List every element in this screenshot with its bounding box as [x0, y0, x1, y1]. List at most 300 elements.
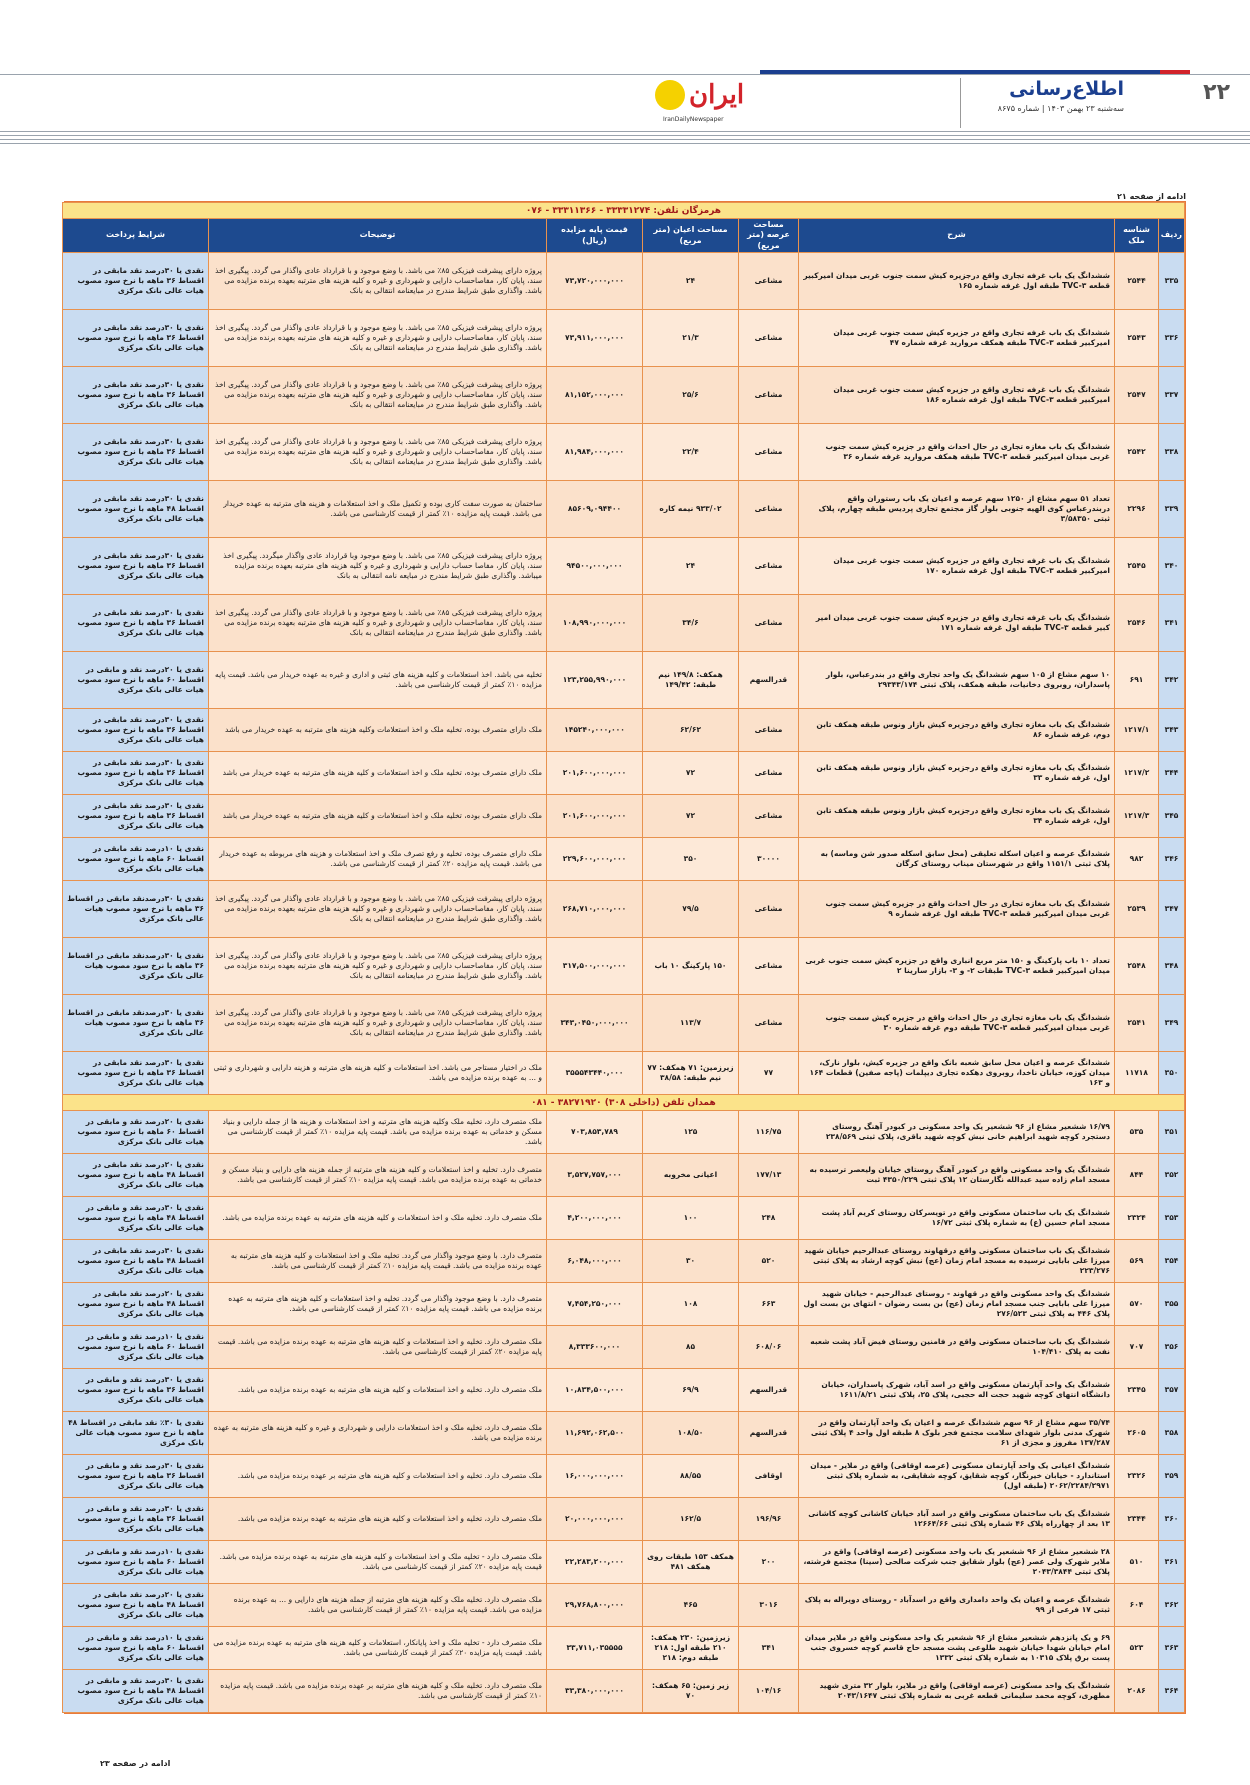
cell-desc: ششدانگ یک واحد آپارتمان مسکونی واقع در اسد آباد، شهرک پاسداران، خیابان دانشگاه انتهای کوچه شهید حجت اله حجبی، پلاک ۲۵، پلاک ثبتی ۱۶۱۱/۸/۲۱ [799, 1369, 1115, 1412]
cell-price: ۳۱۷,۵۰۰,۰۰۰,۰۰۰ [547, 938, 643, 995]
cell-pay: نقدی یا ۱۰درصد نقد و مابقی در اقساط ۶۰ ماهه با نرخ سود مصوب هیات عالی بانک مرکزی [62, 1541, 208, 1584]
cell-notes: ملک دارای متصرف بوده، تخلیه ملک و اخذ استعلامات و کلیه هزینه های مترتبه به عهده خریدار می باشد [209, 795, 547, 838]
table-row [62, 1052, 1184, 1095]
cell-row: ۳۴۲ [1159, 652, 1185, 709]
cell-row: ۳۴۵ [1159, 795, 1185, 838]
cell-id: ۲۵۴۷ [1115, 367, 1159, 424]
newspaper-logo [655, 80, 744, 110]
cell-pay: نقدی یا ۲۰درصد نقد و مابقی در اقساط ۶۰ ماهه با نرخ سود مصوب هیات عالی بانک مرکزی [62, 652, 208, 709]
cell-row: ۳۵۸ [1159, 1412, 1185, 1455]
table-row [62, 367, 1184, 424]
cell-land: مشاعی [739, 253, 799, 310]
cell-price: ۷۳,۹۱۱,۰۰۰,۰۰۰ [547, 310, 643, 367]
cell-desc: ششدانگ عرصه و اعیان یک واحد دامداری واقع در اسدآباد - روستای دویراله به پلاک ثبتی ۱۷ فرعی از ۹۹ [799, 1584, 1115, 1627]
table-row [62, 538, 1184, 595]
cell-price: ۴,۲۰۰,۰۰۰,۰۰۰ [547, 1197, 643, 1240]
cell-desc: ششدانگ یک باب ساختمان مسکونی واقع درقهاوند روستای عبدالرحیم خیابان شهید میرزا علی بابایی نرسیده به مسجد امام زمان (عج) نبش کوچه ارشاد به پلاک ثبتی ۲۲۳/۲۷۶ [799, 1240, 1115, 1283]
issue-date: سه‌شنبه ۲۳ بهمن ۱۴۰۳ | شماره ۸۶۷۵ [997, 104, 1124, 113]
table-row [62, 481, 1184, 538]
cell-build: ۶۹/۹ [643, 1369, 739, 1412]
cell-build: ۱۰۸ [643, 1283, 739, 1326]
cell-price: ۲۶۸,۷۱۰,۰۰۰,۰۰۰ [547, 881, 643, 938]
table-row [62, 838, 1184, 881]
cell-price: ۳۵۵۵۴۳۴۴۰,۰۰۰ [547, 1052, 643, 1095]
cell-price: ۷,۴۵۴,۲۵۰,۰۰۰ [547, 1283, 643, 1326]
cell-build: ۱۰۰ [643, 1197, 739, 1240]
cell-notes: ملک متصرف دارد - تخلیه ملک و اخذ استعلامات و کلیه هزینه های مترتبه به عهده برنده مزایده می باشد. قیمت پایه مزایده ۲۰٪ کمتر از قیمت کارشناسی می باشد. [209, 1541, 547, 1584]
cell-pay: نقدی یا ۳۰٪ نقد مابقی در اقساط ۴۸ ماهه با نرخ سود مصوب هیات عالی بانک مرکزی [62, 1412, 208, 1455]
section-title: اطلاع‌رسانی [1009, 78, 1124, 100]
cell-price: ۱۶,۰۰۰,۰۰۰,۰۰۰ [547, 1455, 643, 1498]
cell-land: قدرالسهم [739, 1412, 799, 1455]
continued-from-note: ادامه از صفحه ۲۱ [1117, 192, 1186, 201]
cell-pay: نقدی یا ۳۰درصد نقد مابقی در اقساط ۳۶ ماهه با نرخ سود مصوب هیات عالی بانک مرکزی [62, 752, 208, 795]
cell-notes: ملک متصرف دارد، تخلیه و اخذ استعلامات و کلیه هزینه های مترتبه به عهده برنده مزایده می باشد. [209, 1498, 547, 1541]
cell-land: مشاعی [739, 367, 799, 424]
cell-build: ۹۳۳/۰۲ نیمه کاره [643, 481, 739, 538]
cell-price: ۳,۵۲۷,۷۵۷,۰۰۰ [547, 1154, 643, 1197]
cell-row: ۳۴۶ [1159, 838, 1185, 881]
logo-subtitle: IranDailyNewspaper [663, 116, 724, 123]
cell-notes: ملک در اختیار مستاجر می باشد. اخذ استعلامات و کلیه هزینه های مترتبه و هزینه دارایی و شهرداری و ثبتی و ... به عهده برنده مزایده می باشد. [209, 1052, 547, 1095]
cell-id: ۲۵۴۸ [1115, 938, 1159, 995]
cell-id: ۲۳۴۴ [1115, 1498, 1159, 1541]
cell-notes: ملک دارای متصرف بوده، تخلیه ملک و اخذ استعلامات و کلیه هزینه های مترتبه به عهده خریدار می باشد [209, 752, 547, 795]
cell-desc: ششدانگ عرصه و اعیان اسکله تعلیقی (محل سابق اسکله صدور شن وماسه) به پلاک ثبتی ۱۱۵۱/۱ واقع در شهرستان میناب روستای کرگان [799, 838, 1115, 881]
table-row [62, 709, 1184, 752]
column-header-build: مساحت اعیان (متر مربع) [643, 219, 739, 253]
cell-land: ۳۰۱۶ [739, 1584, 799, 1627]
cell-pay: نقدی یا ۱۰درصد نقد و مابقی در اقساط ۶۰ ماهه با نرخ سود مصوب هیات عالی بانک مرکزی [62, 1627, 208, 1670]
cell-notes: متصرف دارد. با وضع موجود واگذار می گردد. تخلیه ملک و اخذ استعلامات و کلیه هزینه های مترتبه به عهده برنده مزایده می باشد. قیمت پایه مزایده ۱۰٪ کمتر از قیمت کارشناسی می باشد. [209, 1240, 547, 1283]
cell-id: ۱۲۱۷/۳ [1115, 795, 1159, 838]
cell-desc: ۱۶/۷۹ ششعیر مشاع از ۹۶ ششعیر یک واحد مسکونی در کبودر آهنگ روستای دستجرد کوچه شهید ابراهیم خانی نبش کوچه شهید باقری، پلاک ثبتی ۲۳۸/۵۶۹ [799, 1111, 1115, 1154]
cell-desc: ششدانگ یک باب ساختمان مسکونی واقع در فامنین روستای فیض آباد پشت شعبه نفت به پلاک ۱۰۴/۴۱۰ [799, 1326, 1115, 1369]
cell-id: ۸۴۴ [1115, 1154, 1159, 1197]
cell-desc: ششدانگ عرصه و اعیان محل سابق شعبه بانک واقع در جزیره کیش، بلوار نارک، میدان کوزه، خیابان ناخدا، روبروی دهکده تجاری دیپلمات (پاجه صفین) قطعات ۱۶۴ و ۱۶۳ [799, 1052, 1115, 1095]
cell-build: ۲۱/۳ [643, 310, 739, 367]
cell-pay: نقدی یا ۳۰درصد نقد مابقی در اقساط ۳۶ ماهه با نرخ سود مصوب هیات عالی بانک مرکزی [62, 1052, 208, 1095]
cell-price: ۶,۰۴۸,۰۰۰,۰۰۰ [547, 1240, 643, 1283]
cell-id: ۵۳۵ [1115, 1111, 1159, 1154]
cell-land: مشاعی [739, 310, 799, 367]
cell-notes: ملک متصرف دارد. تخلیه ملک و کلیه هزینه های مترتبه بر عهده برنده مزایده می باشد. قیمت پایه مزایده ۱۰٪ کمتر از قیمت کارشناسی می باشد. [209, 1670, 547, 1713]
cell-price: ۱۰,۸۳۴,۵۰۰,۰۰۰ [547, 1369, 643, 1412]
cell-build: ۷۹/۵ [643, 881, 739, 938]
header-accent-bar [760, 70, 1190, 74]
page-number: ۲۲ [1203, 80, 1230, 105]
cell-desc: ششدانگ یک باب مغازه تجاری در حال احداث واقع در جزیره کیش سمت جنوب غربی میدان امیرکبیر قطعه TVC-۳ طبقه دوم غرفه شماره ۳۰ [799, 995, 1115, 1052]
cell-id: ۲۵۳۹ [1115, 881, 1159, 938]
cell-price: ۲۰۱,۶۰۰,۰۰۰,۰۰۰ [547, 795, 643, 838]
cell-desc: ششدانگ یک باب غرفه تجاری واقع در جزیره کیش سمت جنوب غربی میدان امیرکبیر قطعه TVC-۳ طبقه همکف مروارید غرفه شماره ۴۷ [799, 310, 1115, 367]
table-row [62, 310, 1184, 367]
cell-id: ۲۲۹۶ [1115, 481, 1159, 538]
cell-desc: ششدانگ یک واحد مسکونی (عرصه اوقافی) واقع در ملایر، بلوار ۳۲ متری شهید مطهری، کوچه محمد سلیمانی قطعه غربی به شماره پلاک ثبتی ۲۰۴۳/۱۶۴۷ [799, 1670, 1115, 1713]
cell-land: اوقافی [739, 1455, 799, 1498]
cell-pay: نقدی یا ۳۰درصد نقد و مابقی در اقساط ۴۸ ماهه با نرخ سود مصوب هیات عالی بانک مرکزی [62, 1197, 208, 1240]
cell-build: ۸۸/۵۵ [643, 1455, 739, 1498]
cell-price: ۱۲۳,۲۵۵,۹۹۰,۰۰۰ [547, 652, 643, 709]
cell-land: ۳۴۱ [739, 1627, 799, 1670]
cell-build: ۷۲ [643, 795, 739, 838]
cell-notes: ساختمان به صورت سفت کاری بوده و تکمیل ملک و اخذ استعلامات و هزینه های مترتبه به عهده خریدار می باشد. قیمت پایه مزایده ۱۰٪ کمتر از قیمت کارشناسی می باشد. [209, 481, 547, 538]
cell-pay: نقدی یا ۳۰درصد نقد و مابقی در اقساط ۳۶ ماهه با نرخ سود مصوب هیات عالی بانک مرکزی [62, 1369, 208, 1412]
cell-desc: تعداد ۱۰ باب پارکینگ و ۱۵۰ متر مربع انباری واقع در جزیره کیش سمت جنوب غربی میدان امیرکبیر قطعه TVC-۳ طبقات ۲- و ۳- بازار سارینا ۲ [799, 938, 1115, 995]
cell-row: ۳۵۷ [1159, 1369, 1185, 1412]
cell-row: ۳۴۸ [1159, 938, 1185, 995]
cell-notes: پروژه دارای پیشرفت فیزیکی ۸۵٪ می باشد. با وضع موجود و با قرارداد عادی واگذار می گردد. پیگیری اخذ سند، پایان کار، مفاصاحساب دارایی و شهرداری و غیره و کلیه هزینه های مترتبه بعهده برنده مزایده می باشد. واگذاری طبق شرایط مندرج در مبایعنامه انتقالی به بانک [209, 253, 547, 310]
cell-id: ۱۲۱۷/۲ [1115, 752, 1159, 795]
cell-notes: پروژه دارای پیشرفت فیزیکی ۸۵٪ می باشد. با وضع موجود و با قرارداد عادی واگذار می گردد. پیگیری اخذ سند، پایان کار، مفاصاحساب دارایی و شهرداری و غیره و کلیه هزینه های مترتبه بعهده برنده مزایده می باشد. واگذاری طبق شرایط مندرج در مبایعنامه انتقالی به بانک [209, 881, 547, 938]
cell-pay: نقدی یا ۳۰درصد نقد مابقی در اقساط ۴۸ ماهه با نرخ سود مصوب هیات عالی بانک مرکزی [62, 1240, 208, 1283]
table-row [62, 881, 1184, 938]
table-row [62, 752, 1184, 795]
cell-row: ۳۶۱ [1159, 1541, 1185, 1584]
cell-pay: نقدی یا ۳۰درصد نقد مابقی در اقساط ۳۶ ماهه با نرخ سود مصوب هیات عالی بانک مرکزی [62, 709, 208, 752]
cell-land: مشاعی [739, 881, 799, 938]
cell-desc: ششدانگ یک باب غرفه تجاری واقع درجزیره کیش سمت جنوب غربی میدان امیرکبیر قطعه TVC-۳ طبقه اول غرفه شماره ۱۶۵ [799, 253, 1115, 310]
cell-pay: نقدی یا ۳۰درصدنقد مابقی در اقساط ۳۶ ماهه با نرخ سود مصوب هیات عالی بانک مرکزی [62, 995, 208, 1052]
header-rule-top [0, 74, 1250, 75]
cell-price: ۹۴۵۰۰,۰۰۰,۰۰۰ [547, 538, 643, 595]
cell-build: ۱۱۳/۷ [643, 995, 739, 1052]
cell-land: ۱۰۴/۱۶ [739, 1670, 799, 1713]
cell-desc: ۶۹ و یک پانزدهم ششعیر مشاع از ۹۶ ششعیر یک واحد مسکونی واقع در ملایر میدان امام خیابان شهدا خیابان شهید طلوعی پشت مسجد حاج قاسم کوچه خسروی جنب پست برق پلاک ۱۰۳۱۵ به شماره پلاک ثبتی ۱۳۳۲ [799, 1627, 1115, 1670]
cell-id: ۹۸۲ [1115, 838, 1159, 881]
cell-id: ۵۱۰ [1115, 1541, 1159, 1584]
cell-id: ۲۵۴۳ [1115, 310, 1159, 367]
cell-price: ۲۹,۷۶۸,۸۰۰,۰۰۰ [547, 1584, 643, 1627]
cell-id: ۷۰۷ [1115, 1326, 1159, 1369]
table-row [62, 652, 1184, 709]
cell-land: ۱۱۶/۷۵ [739, 1111, 799, 1154]
table-row [62, 1498, 1184, 1541]
cell-price: ۱۰۸,۹۹۰,۰۰۰,۰۰۰ [547, 595, 643, 652]
cell-build: ۶۲/۶۲ [643, 709, 739, 752]
table-row [62, 1412, 1184, 1455]
cell-pay: نقدی یا ۳۰درصد نقد و مابقی در اقساط ۴۸ ماهه با نرخ سود مصوب هیات عالی بانک مرکزی [62, 1670, 208, 1713]
cell-land: ۳۰۰۰۰ [739, 838, 799, 881]
cell-price: ۸۱,۱۵۲,۰۰۰,۰۰۰ [547, 367, 643, 424]
cell-build: ۷۲ [643, 752, 739, 795]
cell-build: ۱۶۲/۵ [643, 1498, 739, 1541]
cell-id: ۲۶۰۵ [1115, 1412, 1159, 1455]
table-header-row [62, 219, 1184, 253]
cell-row: ۳۳۶ [1159, 310, 1185, 367]
section-header [960, 78, 1130, 128]
column-header-row: ردیف [1159, 219, 1185, 253]
cell-build: ۲۵/۶ [643, 367, 739, 424]
cell-build: اعیانی مخروبه [643, 1154, 739, 1197]
cell-land: مشاعی [739, 424, 799, 481]
cell-desc: ششدانگ یک باب مغازه تجاری در حال احداث واقع در جزیره کیش سمت جنوب غربی میدان امیرکبیر قطعه TVC-۳ طبقه همکف مروارید غرفه شماره ۳۶ [799, 424, 1115, 481]
cell-land: مشاعی [739, 595, 799, 652]
header-rule-3 [0, 139, 1250, 140]
cell-id: ۵۶۹ [1115, 1240, 1159, 1283]
cell-pay: نقدی یا ۱۰درصد نقد و مابقی در اقساط ۶۰ ماهه با نرخ سود مصوب هیات عالی بانک مرکزی [62, 1326, 208, 1369]
cell-row: ۳۵۳ [1159, 1197, 1185, 1240]
region-title-row [62, 203, 1184, 219]
cell-row: ۳۳۵ [1159, 253, 1185, 310]
cell-row: ۳۵۹ [1159, 1455, 1185, 1498]
cell-pay: نقدی یا ۳۰درصد نقد مابقی در اقساط ۳۶ ماهه با نرخ سود مصوب هیات عالی بانک مرکزی [62, 424, 208, 481]
cell-desc: ششدانگ یک واحد مسکونی واقع در قهاوند - روستای عبدالرحیم - خیابان شهید میرزا علی بابایی جنب مسجد امام زمان (عج) بن بست رضوان - انتهای بن بست اول پلاک ۴۴۶ به پلاک ثبتی ۲۷۶/۵۲۳ [799, 1283, 1115, 1326]
cell-price: ۸۵۶۰۹,۰۹۴۴۰۰ [547, 481, 643, 538]
cell-land: ۲۰۰ [739, 1541, 799, 1584]
cell-build: ۲۴ [643, 538, 739, 595]
table-row [62, 795, 1184, 838]
cell-build: ۱۲۵ [643, 1111, 739, 1154]
cell-land: ۱۹۶/۹۶ [739, 1498, 799, 1541]
table-row [62, 1369, 1184, 1412]
cell-desc: ششدانگ یک باب غرفه تجاری واقع در جزیره کیش سمت جنوب غربی میدان امیر کبیر قطعه TVC-۳ طبقه اول غرفه شماره ۱۷۱ [799, 595, 1115, 652]
cell-id: ۲۵۴۲ [1115, 424, 1159, 481]
table-row [62, 1455, 1184, 1498]
cell-notes: ملک متصرف دارد - تخلیه ملک و اخذ پایانکار، استعلامات و کلیه هزینه های مترتبه به عهده برنده مزایده می باشد. قیمت پایه مزایده ۲۰٪ کمتر از قیمت کارشناسی می باشد. [209, 1627, 547, 1670]
cell-notes: پروژه دارای پیشرفت فیزیکی ۸۵٪ می باشد. با وضع موجود و با قرارداد عادی واگذار می گردد. پیگیری اخذ سند، پایان کار، مفاصاحساب دارایی و شهرداری و غیره و کلیه هزینه های مترتبه بعهده برنده مزایده می باشد. واگذاری طبق شرایط مندرج در مبایعنامه انتقالی به بانک [209, 995, 547, 1052]
cell-desc: ششدانگ اعیانی یک واحد آپارتمان مسکونی (عرصه اوقافی) واقع در ملایر - میدان استاندارد - خیابان خیرنگار، کوچه شقایق، کوچه شقایقی، به شماره پلاک ثبتی ۲۰۶۲/۲۲۸۴/۲۹۷۱ (طبقه اول) [799, 1455, 1115, 1498]
cell-id: ۶۰۴ [1115, 1584, 1159, 1627]
cell-row: ۳۴۳ [1159, 709, 1185, 752]
cell-price: ۱۴۵۲۴۰,۰۰۰,۰۰۰ [547, 709, 643, 752]
cell-land: مشاعی [739, 709, 799, 752]
cell-row: ۳۴۰ [1159, 538, 1185, 595]
cell-pay: نقدی یا ۳۰درصد نقد مابقی در اقساط ۳۶ ماهه با نرخ سود مصوب هیات عالی بانک مرکزی [62, 538, 208, 595]
cell-desc: ششدانگ یک باب مغازه تجاری واقع درجزیره کیش بازار ونوس طبقه همکف تابن اول، غرفه شماره ۳۴ [799, 795, 1115, 838]
column-header-price: قیمت پایه مزایده (ریال) [547, 219, 643, 253]
column-header-pay: شرایط پرداخت [62, 219, 208, 253]
cell-id: ۵۷۰ [1115, 1283, 1159, 1326]
cell-pay: نقدی یا ۳۰درصد نقد مابقی در اقساط ۳۶ ماهه با نرخ سود مصوب هیات عالی بانک مرکزی [62, 795, 208, 838]
cell-build: زیرزمین: ۲۳۰ همکف: ۲۱۰ طبقه اول: ۲۱۸ طبقه دوم: ۲۱۸ [643, 1627, 739, 1670]
header-rule-2 [0, 135, 1250, 136]
column-header-land: مساحت عرصه (متر مربع) [739, 219, 799, 253]
cell-row: ۳۴۷ [1159, 881, 1185, 938]
header-rule-1 [0, 131, 1250, 132]
region-title: هرمزگان تلفن: ۳۳۳۳۱۲۷۴ - ۳۳۳۱۱۳۶۶ - ۰۷۶ [62, 203, 1184, 219]
cell-land: مشاعی [739, 538, 799, 595]
cell-pay: نقدی یا ۳۰درصد نقد و مابقی در اقساط ۳۶ ماهه با نرخ سود مصوب هیات عالی بانک مرکزی [62, 1455, 208, 1498]
cell-desc: ششدانگ یک واحد مسکونی واقع در کبودر آهنگ روستای خیابان ولیعصر ترسیده به مسجد امام زاده سید عبدالله نگارستان ۱۲ پلاک ثبتی ۴۳۵۰/۲۲۹ ثبت [799, 1154, 1115, 1197]
cell-land: ۱۷۷/۱۳ [739, 1154, 799, 1197]
cell-id: ۲۵۴۶ [1115, 595, 1159, 652]
cell-notes: ملک متصرف دارد. تخلیه ملک و کلیه هزینه های مترتبه از جمله هزینه های دارایی و ... به عهده برنده مزایده می باشد. قیمت پایه مزایده ۱۰٪ کمتر از قیمت کارشناسی می باشد. [209, 1584, 547, 1627]
cell-price: ۳۳,۷۱۱,۰۳۵۵۵۵ [547, 1627, 643, 1670]
cell-build: زیرزمین: ۷۱ همکف: ۷۷ نیم طبقه: ۳۸/۵۸ [643, 1052, 739, 1095]
cell-notes: ملک متصرف دارد. تخلیه ملک و اخذ استعلامات و کلیه هزینه های مترتبه به عهده برنده مزایده می باشد. [209, 1197, 547, 1240]
cell-land: ۵۲۰ [739, 1240, 799, 1283]
cell-land: ۲۴۸ [739, 1197, 799, 1240]
cell-desc: ۳۵/۷۴ سهم مشاع از ۹۶ سهم ششدانگ عرصه و اعیان یک واحد آپارتمان واقع در شهرک مدنی بلوار شهدای سلامت مجتمع فجر بلوک ۸ طبقه اول واحد ۴ پلاک ثبتی ۱۳۷/۲۸۷ مفروز و مجزی از ۶۱ [799, 1412, 1115, 1455]
cell-row: ۳۵۶ [1159, 1326, 1185, 1369]
cell-row: ۳۳۹ [1159, 481, 1185, 538]
cell-price: ۳۳,۳۸۰,۰۰۰,۰۰۰ [547, 1670, 643, 1713]
cell-row: ۳۶۲ [1159, 1584, 1185, 1627]
cell-land: ۷۷ [739, 1052, 799, 1095]
cell-notes: پروژه دارای پیشرفت فیزیکی ۸۵٪ می باشد. با وضع موجود و با قرارداد عادی واگذار می گردد. پیگیری اخذ سند، پایان کار، مفاصاحساب دارایی و شهرداری و غیره و کلیه هزینه های مترتبه بعهده برنده مزایده می باشد. واگذاری طبق شرایط مندرج در مبایعنامه انتقالی به بانک [209, 310, 547, 367]
cell-notes: متصرف دارد. با وضع موجود واگذار می گردد. تخلیه و اخذ استعلامات و کلیه هزینه های مترتبه به عهده برنده مزایده می باشد. قیمت پایه مزایده ۱۰٪ کمتر از قیمت کارشناسی می باشد. [209, 1283, 547, 1326]
cell-pay: نقدی یا ۳۰درصدنقد مابقی در اقساط ۳۶ ماهه با نرخ سود مصوب هیات عالی بانک مرکزی [62, 938, 208, 995]
region-title-row [62, 1095, 1184, 1111]
cell-desc: ششدانگ یک باب مغازه تجاری در حال احداث واقع در جزیره کیش سمت جنوب غربی میدان امیرکبیر قطعه TVC-۳ طبقه اول غرفه شماره ۹ [799, 881, 1115, 938]
cell-desc: ششدانگ یک باب مغازه تجاری واقع درجزیره کیش بازار ونوس طبقه همکف تابن اول، غرفه شماره ۳۳ [799, 752, 1115, 795]
cell-pay: نقدی یا ۲۰درصد نقد مابقی در اقساط ۴۸ ماهه با نرخ سود مصوب هیات عالی بانک مرکزی [62, 1283, 208, 1326]
cell-id: ۶۹۱ [1115, 652, 1159, 709]
cell-build: ۳۴/۶ [643, 595, 739, 652]
table-row [62, 595, 1184, 652]
cell-row: ۳۶۳ [1159, 1627, 1185, 1670]
cell-notes: ملک دارای متصرف بوده، تخلیه ملک و اخذ استعلامات وکلیه هزینه های مترتبه به عهده خریدار می باشد [209, 709, 547, 752]
cell-build: همکف ۱۵۳ طبقات روی همکف ۴۸۱ [643, 1541, 739, 1584]
cell-row: ۳۵۵ [1159, 1283, 1185, 1326]
cell-pay: نقدی یا ۲۰درصد نقد مابقی در اقساط ۴۸ ماهه با نرخ سود مصوب هیات عالی بانک مرکزی [62, 1584, 208, 1627]
logo-wordmark: ایران [689, 80, 745, 110]
cell-notes: ملک متصرف دارد. تخلیه و اخذ استعلامات و کلیه هزینه های مترتبه بر عهده برنده مزایده می باشد. [209, 1455, 547, 1498]
cell-notes: پروژه دارای پیشرفت فیزیکی ۸۵٪ می باشد. با وضع موجود وبا قرارداد عادی واگذار میگردد. پیگیری اخذ سند، پایان کار، مفاصا حساب دارایی و شهرداری و غیره و کلیه هزینه های مترتبه بعهده برنده مزایده میباشد. واگذاری طبق شرایط مندرج در مبایعه نامه انتقالی به بانک [209, 538, 547, 595]
cell-land: مشاعی [739, 938, 799, 995]
cell-build: ۳۰ [643, 1240, 739, 1283]
column-header-desc: شرح [799, 219, 1115, 253]
cell-id: ۲۳۴۵ [1115, 1369, 1159, 1412]
cell-id: ۱۲۱۷/۱ [1115, 709, 1159, 752]
table-row [62, 1541, 1184, 1584]
table-row [62, 1283, 1184, 1326]
cell-price: ۷۰۳,۸۵۳,۷۸۹ [547, 1111, 643, 1154]
header-accent-red [1160, 70, 1190, 74]
cell-notes: ملک متصرف دارد. تخلیه و اخذ استعلامات و کلیه هزینه های مترتبه به عهده برنده مزایده می باشد. [209, 1369, 547, 1412]
cell-row: ۳۵۰ [1159, 1052, 1185, 1095]
header-rule-4 [0, 143, 1250, 144]
cell-row: ۳۴۹ [1159, 995, 1185, 1052]
cell-build: ۴۶۵ [643, 1584, 739, 1627]
cell-id: ۲۰۸۶ [1115, 1670, 1159, 1713]
cell-pay: نقدی یا ۳۰درصد نقد مابقی در اقساط ۳۶ ماهه با نرخ سود مصوب هیات عالی بانک مرکزی [62, 310, 208, 367]
cell-price: ۲۰,۰۰۰,۰۰۰,۰۰۰ [547, 1498, 643, 1541]
cell-build: ۳۵۰ [643, 838, 739, 881]
cell-price: ۲۲۹,۶۰۰,۰۰۰,۰۰۰ [547, 838, 643, 881]
cell-id: ۲۳۲۶ [1115, 1455, 1159, 1498]
cell-desc: ۱۰ سهم مشاع از ۱۰۵ سهم ششدانگ یک واحد تجاری واقع در بندرعباس، بلوار پاسداران، روبروی دخانیات، طبقه همکف، پلاک ثبتی ۲۹۳۴۳/۱۷۴ [799, 652, 1115, 709]
cell-land: قدرالسهم [739, 652, 799, 709]
table-row [62, 1197, 1184, 1240]
table-row [62, 1154, 1184, 1197]
cell-price: ۲۲,۲۸۳,۲۰۰,۰۰۰ [547, 1541, 643, 1584]
cell-notes: ملک متصرف دارد، تخلیه ملک و اخذ استعلامات دارایی و شهرداری و غیره و کلیه هزینه های مترتبه به عهده برنده مزایده می باشد. [209, 1412, 547, 1455]
cell-build: ۱۵۰ پارکینگ ۱۰ باب [643, 938, 739, 995]
cell-pay: نقدی یا ۲۰درصد نقد مابقی در اقساط ۴۸ ماهه با نرخ سود مصوب هیات عالی بانک مرکزی [62, 1154, 208, 1197]
cell-row: ۳۳۸ [1159, 424, 1185, 481]
cell-desc: ششدانگ یک باب غرفه تجاری واقع در جزیره کیش سمت جنوب غربی میدان امیرکبیر قطعه TVC-۳ طبقه اول غرفه شماره ۱۸۶ [799, 367, 1115, 424]
table-row [62, 938, 1184, 995]
auction-table [64, 201, 1186, 1714]
region-title: همدان تلفن (داخلی ۳۰۸) ۳۸۲۷۱۹۲۰ - ۰۸۱ [62, 1095, 1184, 1111]
cell-notes: پروژه دارای پیشرفت فیزیکی ۸۵٪ می باشد. با وضع موجود و با قرارداد عادی واگذار می گردد. پیگیری اخذ سند، پایان کار، مفاصاحساب دارایی و شهرداری و غیره و کلیه هزینه های مترتبه بعهده برنده مزایده می باشد. واگذاری طبق شرایط مندرج در مبایعنامه انتقالی به بانک [209, 424, 547, 481]
cell-row: ۳۵۴ [1159, 1240, 1185, 1283]
cell-build: ۱۰۸/۵۰ [643, 1412, 739, 1455]
cell-pay: نقدی یا ۳۰درصد نقد و مابقی در اقساط ۳۶ ماهه با نرخ سود مصوب هیات عالی بانک مرکزی [62, 1498, 208, 1541]
cell-land: قدرالسهم [739, 1369, 799, 1412]
cell-land: مشاعی [739, 995, 799, 1052]
cell-row: ۳۵۲ [1159, 1154, 1185, 1197]
cell-price: ۷۳,۷۲۰,۰۰۰,۰۰۰ [547, 253, 643, 310]
cell-row: ۳۴۴ [1159, 752, 1185, 795]
table-row [62, 995, 1184, 1052]
cell-build: زیر زمین: ۶۵ همکف: ۷۰ [643, 1670, 739, 1713]
table-row [62, 1584, 1184, 1627]
table-body [62, 203, 1184, 1713]
sun-icon [655, 80, 685, 110]
table-row [62, 1627, 1184, 1670]
cell-pay: نقدی یا ۱۰درصد نقد مابقی در اقساط ۶۰ ماهه با نرخ سود مصوب هیات عالی بانک مرکزی [62, 838, 208, 881]
column-header-id: شناسه ملک [1115, 219, 1159, 253]
cell-row: ۳۴۱ [1159, 595, 1185, 652]
column-header-notes: توضیحات [209, 219, 547, 253]
cell-pay: نقدی یا ۳۰درصد نقد مابقی در اقساط ۳۶ ماهه با نرخ سود مصوب هیات عالی بانک مرکزی [62, 253, 208, 310]
cell-pay: نقدی یا ۳۰درصدنقد مابقی در اقساط ۳۶ ماهه با نرخ سود مصوب هیات عالی بانک مرکزی [62, 881, 208, 938]
cell-pay: نقدی یا ۲۰درصد نقد و مابقی در اقساط ۶۰ ماهه با نرخ سود مصوب هیات عالی بانک مرکزی [62, 1111, 208, 1154]
cell-price: ۸۱,۹۸۴,۰۰۰,۰۰۰ [547, 424, 643, 481]
cell-notes: پروژه دارای پیشرفت فیزیکی ۸۵٪ می باشد. با وضع موجود و با قرارداد عادی واگذار می گردد. پیگیری اخذ سند، پایان کار، مفاصاحساب دارایی و شهرداری و غیره و کلیه هزینه های مترتبه بعهده برنده مزایده می باشد. واگذاری طبق شرایط مندرج در مبایعنامه انتقالی به بانک [209, 938, 547, 995]
cell-notes: ملک متصرف دارد، تخلیه ملک وکلیه هزینه های مترتبه و اخذ استعلامات و هزینه ها از جمله دارایی و بنیاد مسکن و خدماتی به عهده برنده مزایده می باشد. قیمت پایه مزایده ۱۰٪ کمتر از قیمت کارشناسی می باشد. [209, 1111, 547, 1154]
table-row [62, 1240, 1184, 1283]
cell-pay: نقدی یا ۳۰درصد نقد مابقی در اقساط ۳۶ ماهه با نرخ سود مصوب هیات عالی بانک مرکزی [62, 367, 208, 424]
cell-land: مشاعی [739, 795, 799, 838]
continued-on-note: ادامه در صفحه ۲۳ [100, 1759, 171, 1768]
cell-price: ۱۱,۶۹۲,۰۶۲,۵۰۰ [547, 1412, 643, 1455]
cell-land: ۶۶۳ [739, 1283, 799, 1326]
cell-desc: ۲۸ ششعیر مشاع از ۹۶ ششعیر یک باب واحد مسکونی (عرصه اوقافی) واقع در ملایر شهرک ولی عصر (عج) بلوار شقایق جنب شرکت صالحی (سینا) مجتمع فرشته، پلاک ثبتی ۲۰۴۳/۳۸۴۴ [799, 1541, 1115, 1584]
cell-build: همکف: ۱۴۹/۸ نیم طبقه: ۱۴۹/۴۲ [643, 652, 739, 709]
cell-desc: تعداد ۵۱ سهم مشاع از ۱۲۵۰ سهم عرصه و اعیان یک باب رستوران واقع دربندرعباس کوی الهیه جنوبی بلوار گاز مجتمع تجاری پردیس طبقه چهارم، پلاک ثبتی ۳/۵۸۳۵۰ [799, 481, 1115, 538]
cell-land: ۶۰۸/۰۶ [739, 1326, 799, 1369]
cell-row: ۳۶۰ [1159, 1498, 1185, 1541]
cell-build: ۲۲/۴ [643, 424, 739, 481]
table-row [62, 1326, 1184, 1369]
cell-row: ۳۶۴ [1159, 1670, 1185, 1713]
cell-notes: تخلیه می باشد. اخذ استعلامات و کلیه هزینه های ثبتی و اداری و غیره به عهده خریدار می باشد. قیمت پایه مزایده ۱۰٪ کمتر از قیمت کارشناسی می باشد. [209, 652, 547, 709]
cell-pay: نقدی یا ۳۰درصد نقد مابقی در اقساط ۴۸ ماهه با نرخ سود مصوب هیات عالی بانک مرکزی [62, 481, 208, 538]
cell-desc: ششدانگ یک باب ساختمان مسکونی واقع در تویسرکان روستای کریم آباد پشت مسجد امام حسین (ع) به شماره پلاک ثبتی ۱۶/۷۲ [799, 1197, 1115, 1240]
table-row [62, 1111, 1184, 1154]
cell-build: ۲۴ [643, 253, 739, 310]
table-row [62, 253, 1184, 310]
cell-id: ۱۱۷۱۸ [1115, 1052, 1159, 1095]
cell-id: ۲۵۴۱ [1115, 995, 1159, 1052]
cell-notes: پروژه دارای پیشرفت فیزیکی ۸۵٪ می باشد. با وضع موجود و با قرارداد عادی واگذار می گردد. پیگیری اخذ سند، پایان کار، مفاصاحساب دارایی و شهرداری و غیره و کلیه هزینه های مترتبه بعهده برنده مزایده می باشد. واگذاری طبق شرایط مندرج در مبایعنامه انتقالی به بانک [209, 367, 547, 424]
cell-pay: نقدی یا ۳۰درصد نقد مابقی در اقساط ۳۶ ماهه با نرخ سود مصوب هیات عالی بانک مرکزی [62, 595, 208, 652]
cell-row: ۳۵۱ [1159, 1111, 1185, 1154]
cell-price: ۲۰۱,۶۰۰,۰۰۰,۰۰۰ [547, 752, 643, 795]
cell-id: ۵۲۳ [1115, 1627, 1159, 1670]
cell-id: ۲۵۴۴ [1115, 253, 1159, 310]
cell-notes: ملک دارای متصرف بوده، تخلیه و رفع تصرف ملک و اخذ استعلامات و هزینه های مربوطه به عهده خریدار می باشد. قیمت پایه مزایده ۲۰٪ کمتر از قیمت کارشناسی می باشد. [209, 838, 547, 881]
cell-price: ۳۴۳,۰۴۵۰,۰۰۰,۰۰۰ [547, 995, 643, 1052]
cell-price: ۸,۳۳۳۶۰۰,۰۰۰ [547, 1326, 643, 1369]
cell-notes: ملک متصرف دارد. تخلیه و اخذ استعلامات و کلیه هزینه های مترتبه به عهده برنده مزایده می باشد. قیمت پایه مزایده ۲۰٪ کمتر از قیمت کارشناسی می باشد. [209, 1326, 547, 1369]
cell-land: مشاعی [739, 752, 799, 795]
cell-desc: ششدانگ یک باب ساختمان مسکونی واقع در اسد آباد خیابان کاشانی کوچه کاشانی ۱۳ بعد از چهارراه پلاک ۴۶ شماره پلاک ثبتی ۱۲۶۶۴/۶۶ [799, 1498, 1115, 1541]
cell-land: مشاعی [739, 481, 799, 538]
cell-desc: ششدانگ یک باب مغازه تجاری واقع درجزیره کیش بازار ونوس طبقه همکف تابن دوم، غرفه شماره ۸۶ [799, 709, 1115, 752]
cell-desc: ششدانگ یک باب غرفه تجاری واقع در جزیره کیش سمت جنوب غربی میدان امیرکبیر قطعه TVC-۳ طبقه اول غرفه شماره ۱۷۰ [799, 538, 1115, 595]
table-row [62, 1670, 1184, 1713]
cell-build: ۸۵ [643, 1326, 739, 1369]
cell-notes: متصرف دارد. تخلیه و اخذ استعلامات و کلیه هزینه های مترتبه از جمله هزینه های دارایی و بنیاد مسکن و خدماتی به عهده برنده مزایده می باشد. قیمت پایه مزایده ۱۰٪ کمتر از قیمت کارشناسی می باشد. [209, 1154, 547, 1197]
cell-id: ۲۳۲۴ [1115, 1197, 1159, 1240]
cell-id: ۲۵۴۵ [1115, 538, 1159, 595]
cell-row: ۳۳۷ [1159, 367, 1185, 424]
